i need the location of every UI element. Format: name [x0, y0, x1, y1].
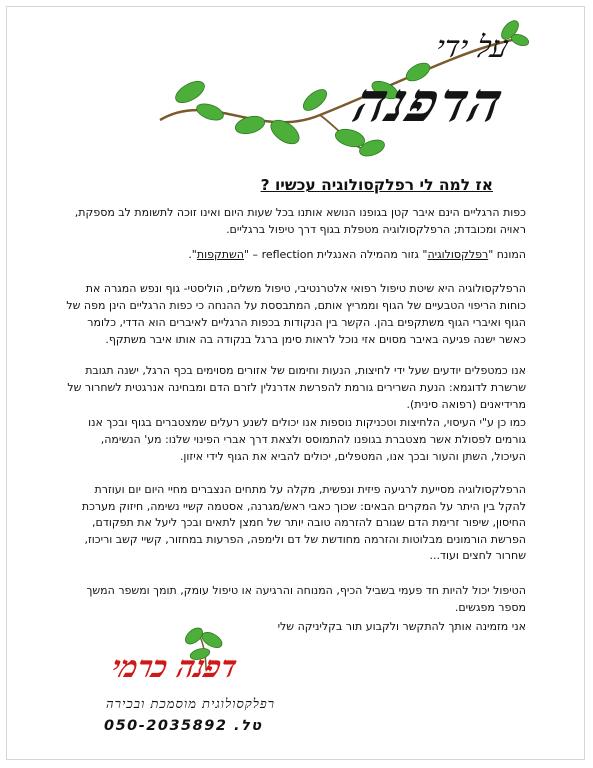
term-translation: השתקפות [196, 248, 244, 261]
term-prefix: המונח " [488, 248, 526, 261]
paragraph-toxins: כמו כן ע"י העיסוי, הלחיצות וטכניקות נוספות אנו יכולים לשנע רעלים שמצטברים בגוף ובכך אנו גורמים לפסולת אשר מצטברת בגופנו להתמוסס ולצאת דרך אברי הפינוי שלנו: מע' הנשימה, העיכול, השתן והעור ובכך אנו, המטפלים, יכולים להביא את הגוף לידי איזון. [88, 416, 526, 463]
page-heading: אז למה לי רפלקסולוגיה עכשיו ? [260, 176, 493, 194]
paragraph-term [66, 246, 526, 263]
brand-subtitle: על ידי [432, 30, 512, 65]
paragraph-treatment: הטיפול יכול להיות חד פעמי בשביל הכיף, המנוחה והרגיעה או טיפול עומק, תומך ומשפר המשך מספר מפגשים. [86, 584, 526, 614]
brand-title: הדפנה [348, 70, 512, 134]
paragraph-chain-reaction: אנו כמטפלים יודעים שעל ידי לחיצות, הנעות וחימום של אזורים מסוימים בכף הרגל, ישנה תגובת שרשרת לדוגמא: הנעת השרירים גורמת להפרשת אדרנלין לזרם הדם ומבחינה אנרגטית לשחרור של מרידיאנים (רפואה סינית). [67, 364, 526, 411]
paragraph-benefits: הרפלקסולוגיה מסייעת לרגיעה פיזית ונפשית, מקלה על מתחים הנצברים מחיי היום יום ועוזרת להקל בין היתר על המקרים הבאים: שכוך כאבי ראש/מגרנה, אסטמה קשיי נשימה, חיזוק מערכת החיסון, שיפור זרימת הדם שגורם להזרמה טובה יותר של חמצן לתאים ובכך ליעל את תפקודם, הפרשת הורמונים מבלוטות והזרמה מחודשת של דם ולימפה, הפרעות במחזור, קשיי קשב וריכוז, שחרור לחצים ועוד... [81, 483, 526, 562]
signature-phone: טל. 050-2035892 [104, 718, 263, 734]
signature-name: דפנה כרמי [108, 650, 241, 685]
term-middle: " גזור מהמילה האנגלית reflection – " [244, 248, 428, 261]
signature-title: רפלקסולוגית מוסמכת ובכירה [106, 697, 276, 712]
term-reflexology: רפלקסולוגיה [427, 248, 489, 261]
paragraph-invitation: אני מזמינה אותך להתקשר ולקבוע תור בקליניקה שלי [277, 620, 526, 633]
paragraph-intro: כפות הרגליים הינם איבר קטן בגופנו הנושא אותנו בכל שעות היום ואינו זוכה לתשומת לב מספקת, ראויה ומכובדת; הרפלקסולוגיה מטפלת בגוף דרך טיפול ברגליים. [74, 206, 526, 236]
paragraph-definition: הרפלקסולוגיה היא שיטת טיפול רפואי אלטרנטיבי, טיפול משלים, הוליסטי- גוף ונפש המגרה את כוחות הריפוי הטבעיים של הגוף וממריץ אותם, המתבססת על ההנחה כי כפות הרגליים הינן מפה של הגוף ואיברי הגוף משתקפים בהן. הקשר בין הנקודות בכפות הרגליים לאיברים הוא הדדי, כלומר כאשר ישנה פגיעה באיבר מסוים אזי נוכל לראות סימן ברגל בנקודה בה אותו איבר משתקף. [66, 282, 526, 346]
term-suffix: ". [188, 248, 197, 261]
